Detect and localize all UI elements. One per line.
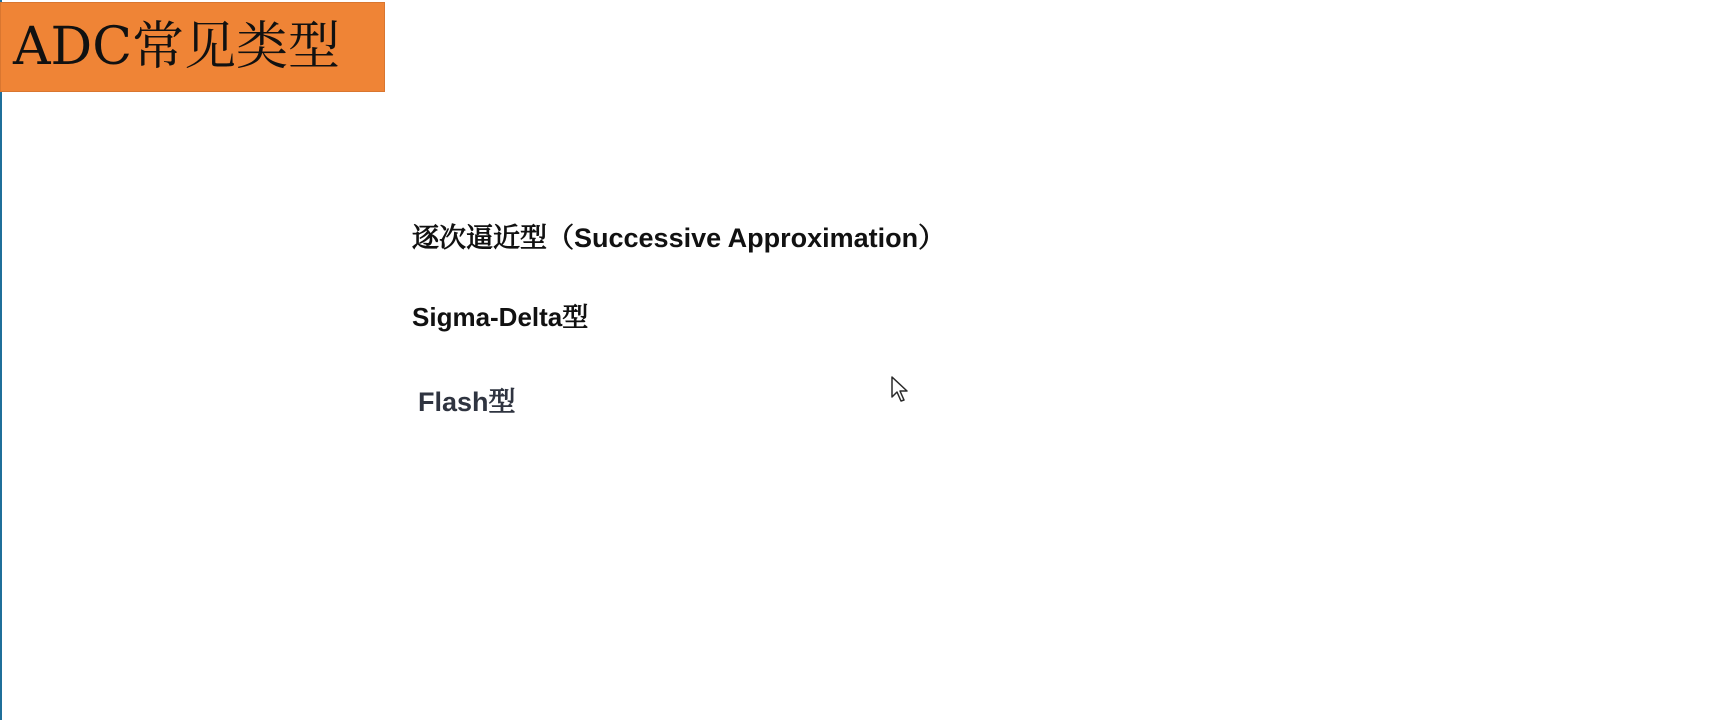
adc-type-successive-approximation: 逐次逼近型（Successive Approximation） [412,223,946,253]
window-left-edge [0,0,2,720]
slide-title-box [0,2,385,92]
adc-type-sigma-delta: Sigma-Delta型 [412,302,589,332]
mouse-pointer-icon [891,376,909,402]
adc-type-flash: Flash型 [418,387,516,417]
slide-title: ADC常见类型 [13,17,341,77]
